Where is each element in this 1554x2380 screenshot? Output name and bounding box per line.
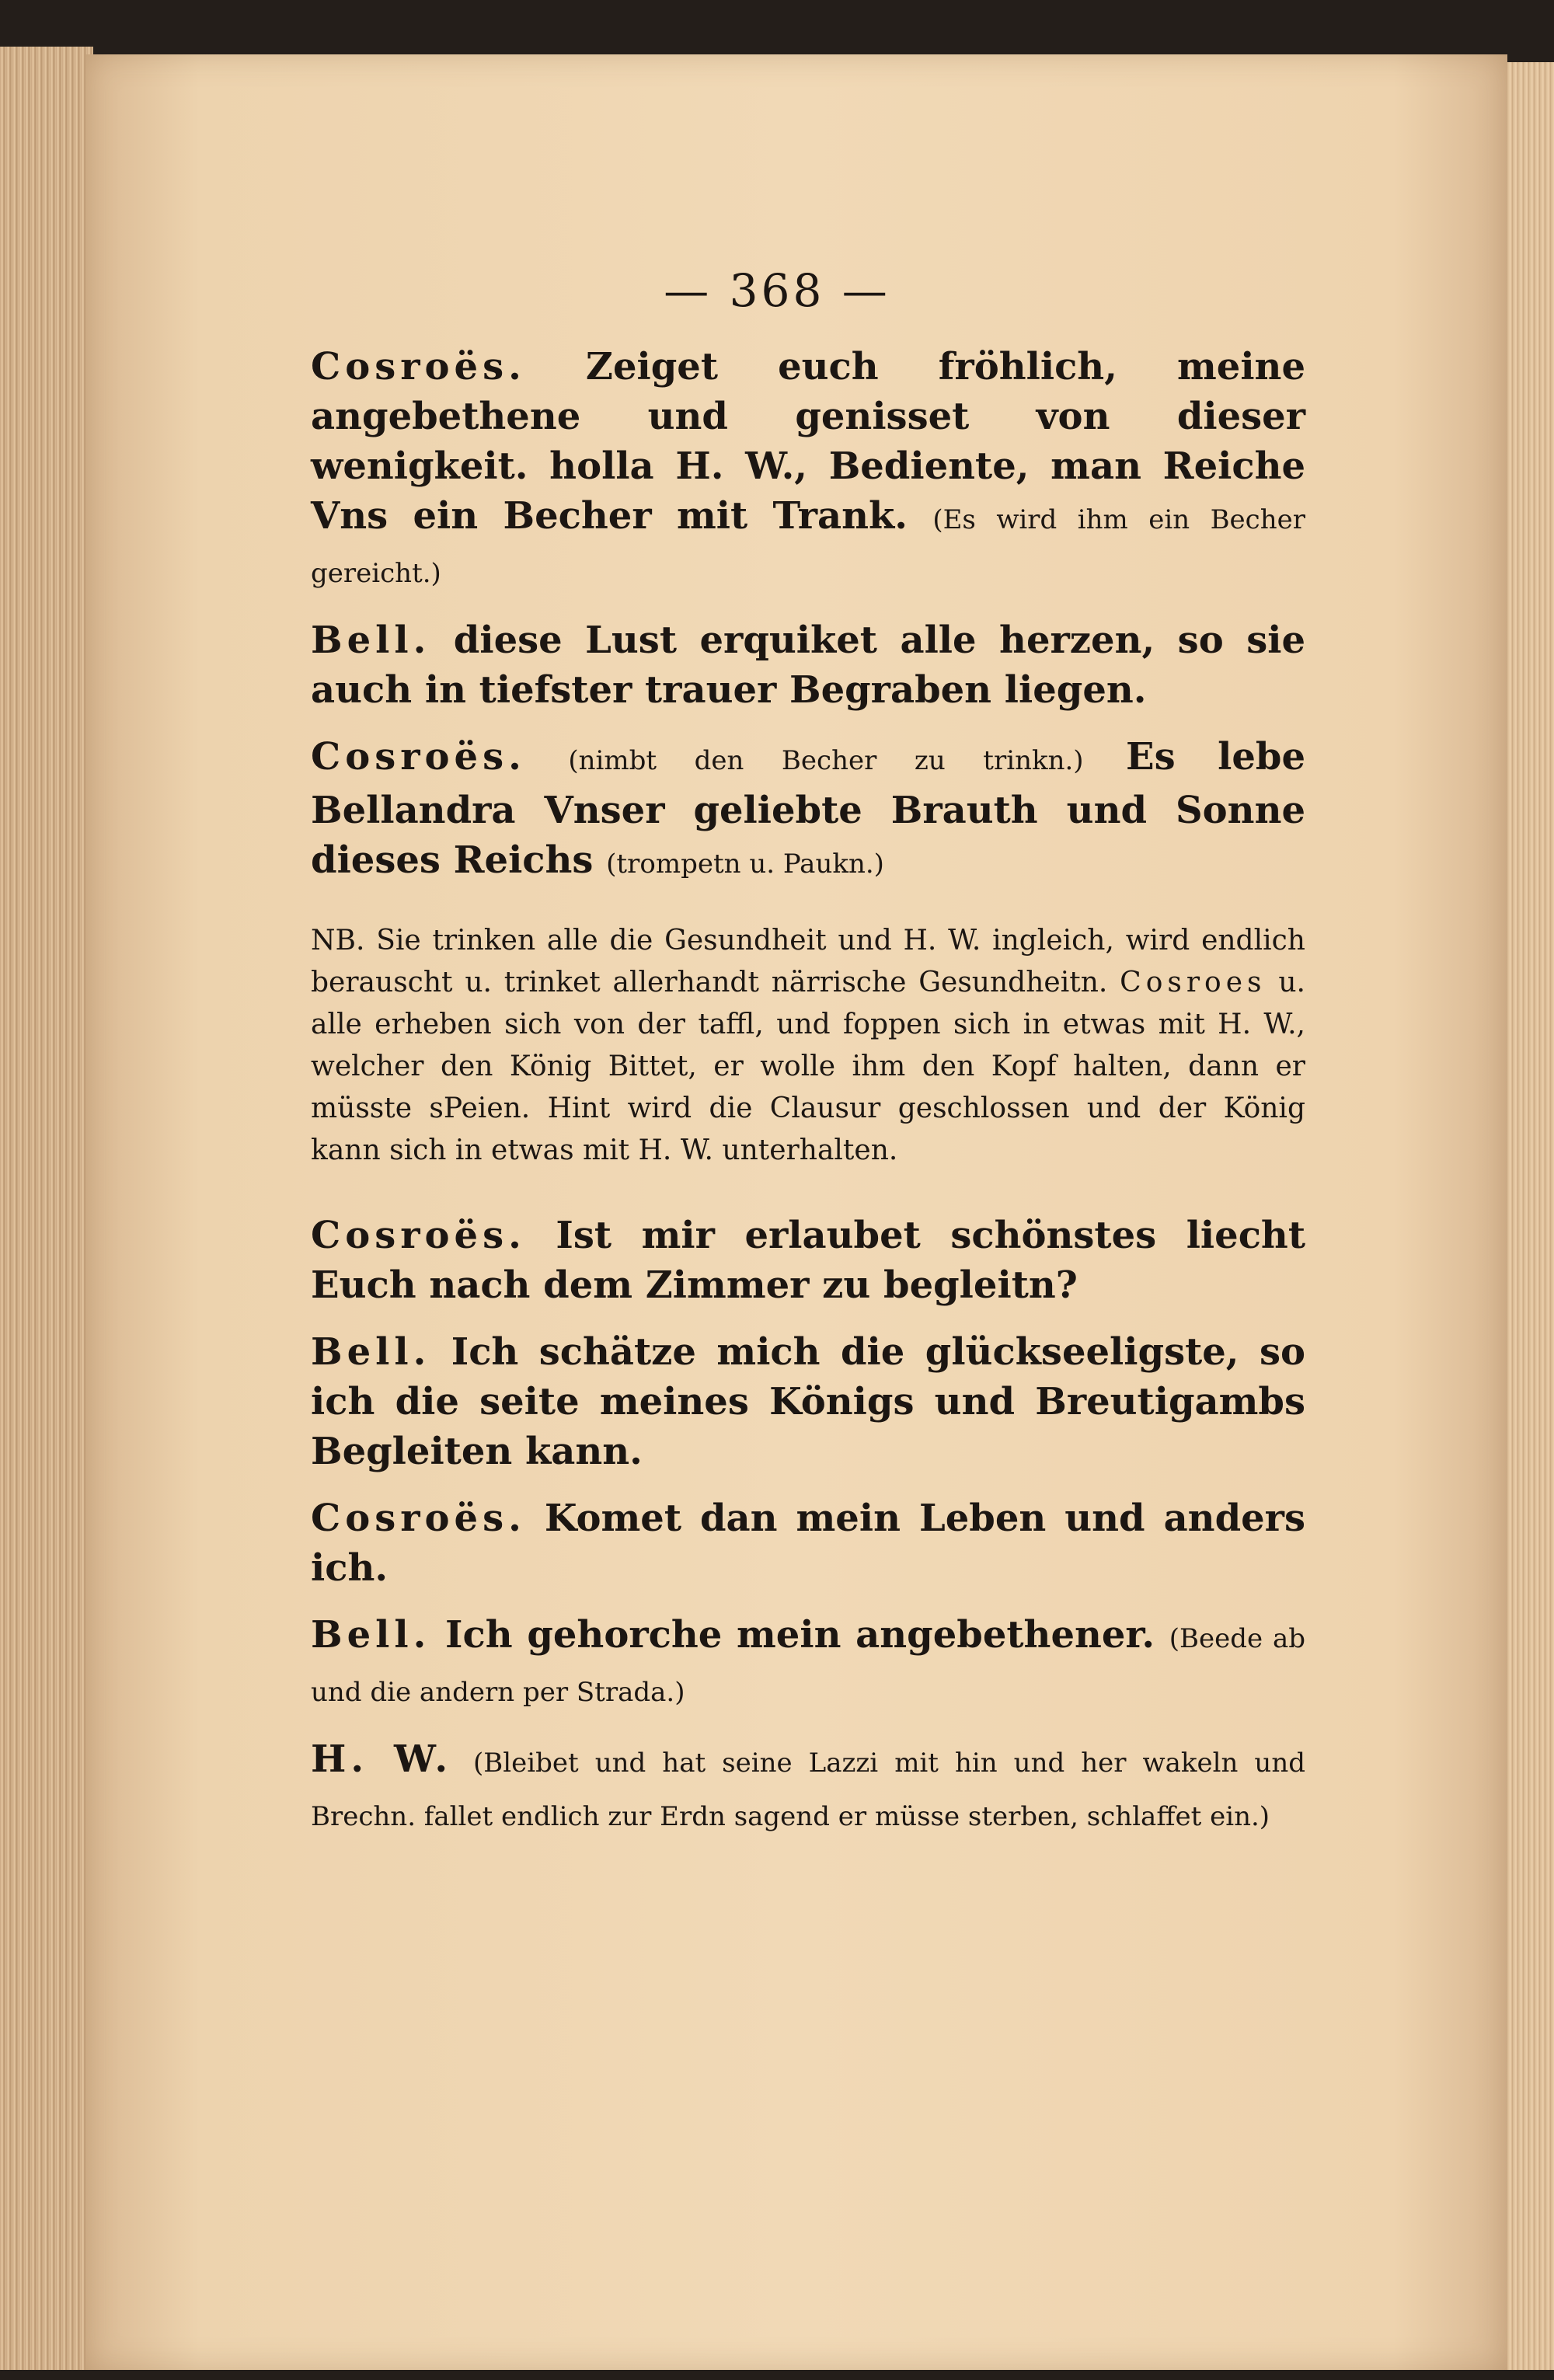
speech: Es lebe Bellandra Vnser geliebte Brauth und Sonne dieses Reichs xyxy=(311,735,1306,882)
paragraph-bell-3 xyxy=(311,1610,1305,1717)
paragraph-cosroes-4 xyxy=(311,1493,1305,1593)
stage-direction: (Bleibet und hat seine Lazzi mit hin und her wakeln und Brechn. fallet endlich zur Erdn sagend er müsse sterben, schlaffet ein.) xyxy=(311,1748,1305,1832)
speech: Komet dan mein Leben und anders ich. xyxy=(311,1497,1305,1590)
page-edge-right xyxy=(1507,62,1554,2370)
stage-direction: (trompetn u. Paukn.) xyxy=(606,849,884,880)
note-text: u. alle erheben sich von der taffl, und foppen sich in etwas mit H. W., welcher den König Bittet, er wolle ihm den Kopf halten, dann er müsste sPeien. Hint wird die Clausur geschlossen und der König kann sich in etwas mit H. W. unterhalten. xyxy=(311,967,1305,1166)
speaker: Bell. xyxy=(311,1330,431,1374)
speaker: Cosroës. xyxy=(311,735,526,779)
speaker: Bell. xyxy=(311,1613,431,1657)
speaker: H. W. xyxy=(311,1737,453,1781)
paragraph-cosroes-1 xyxy=(311,342,1305,598)
speaker: Cosroës. xyxy=(311,1214,526,1257)
note-text: Sie trinken alle die Gesundheit und H. W. ingleich, wird endlich berauscht u. trinket allerhandt närrische Gesundheitn. xyxy=(311,925,1305,998)
page-text xyxy=(311,342,1305,1842)
paragraph-hw xyxy=(311,1734,1305,1842)
paragraph-bell-1 xyxy=(311,615,1305,715)
note-label: NB. xyxy=(311,925,365,957)
page-edges-left xyxy=(0,47,93,2370)
speech: Ich schätze mich die glückseeligste, so ich die seite meines Königs und Breutigambs Begleiten kann. xyxy=(311,1330,1305,1473)
stage-direction: (nimbt den Becher zu trinkn.) xyxy=(568,745,1084,776)
page-number: — 368 — xyxy=(664,264,890,317)
speech: diese Lust erquiket alle herzen, so sie auch in tiefster trauer Begraben liegen. xyxy=(311,619,1305,712)
paragraph-cosroes-2 xyxy=(311,732,1305,889)
speech: Ist mir erlaubet schönstes liecht Euch nach dem Zimmer zu begleitn? xyxy=(311,1214,1306,1307)
stage-direction: (Es wird ihm ein Becher gereicht.) xyxy=(311,504,1305,589)
speech: Zeiget euch fröhlich, meine angebethene und genisset von dieser wenigkeit. holla H. W., Bediente, man Reiche Vns ein Becher mit Trank. xyxy=(311,345,1305,538)
stage-direction: (Beede ab und die andern per Strada.) xyxy=(311,1623,1305,1708)
note-block xyxy=(311,920,1305,1172)
speaker: Cosroës. xyxy=(311,345,526,389)
speaker: Cosroës. xyxy=(311,1497,526,1540)
speech: Ich gehorche mein angebethener. xyxy=(445,1613,1155,1657)
speaker: Bell. xyxy=(311,619,431,662)
paragraph-cosroes-3 xyxy=(311,1211,1305,1310)
paragraph-bell-2 xyxy=(311,1327,1305,1476)
note-speaker: Cosroes xyxy=(1120,967,1267,998)
